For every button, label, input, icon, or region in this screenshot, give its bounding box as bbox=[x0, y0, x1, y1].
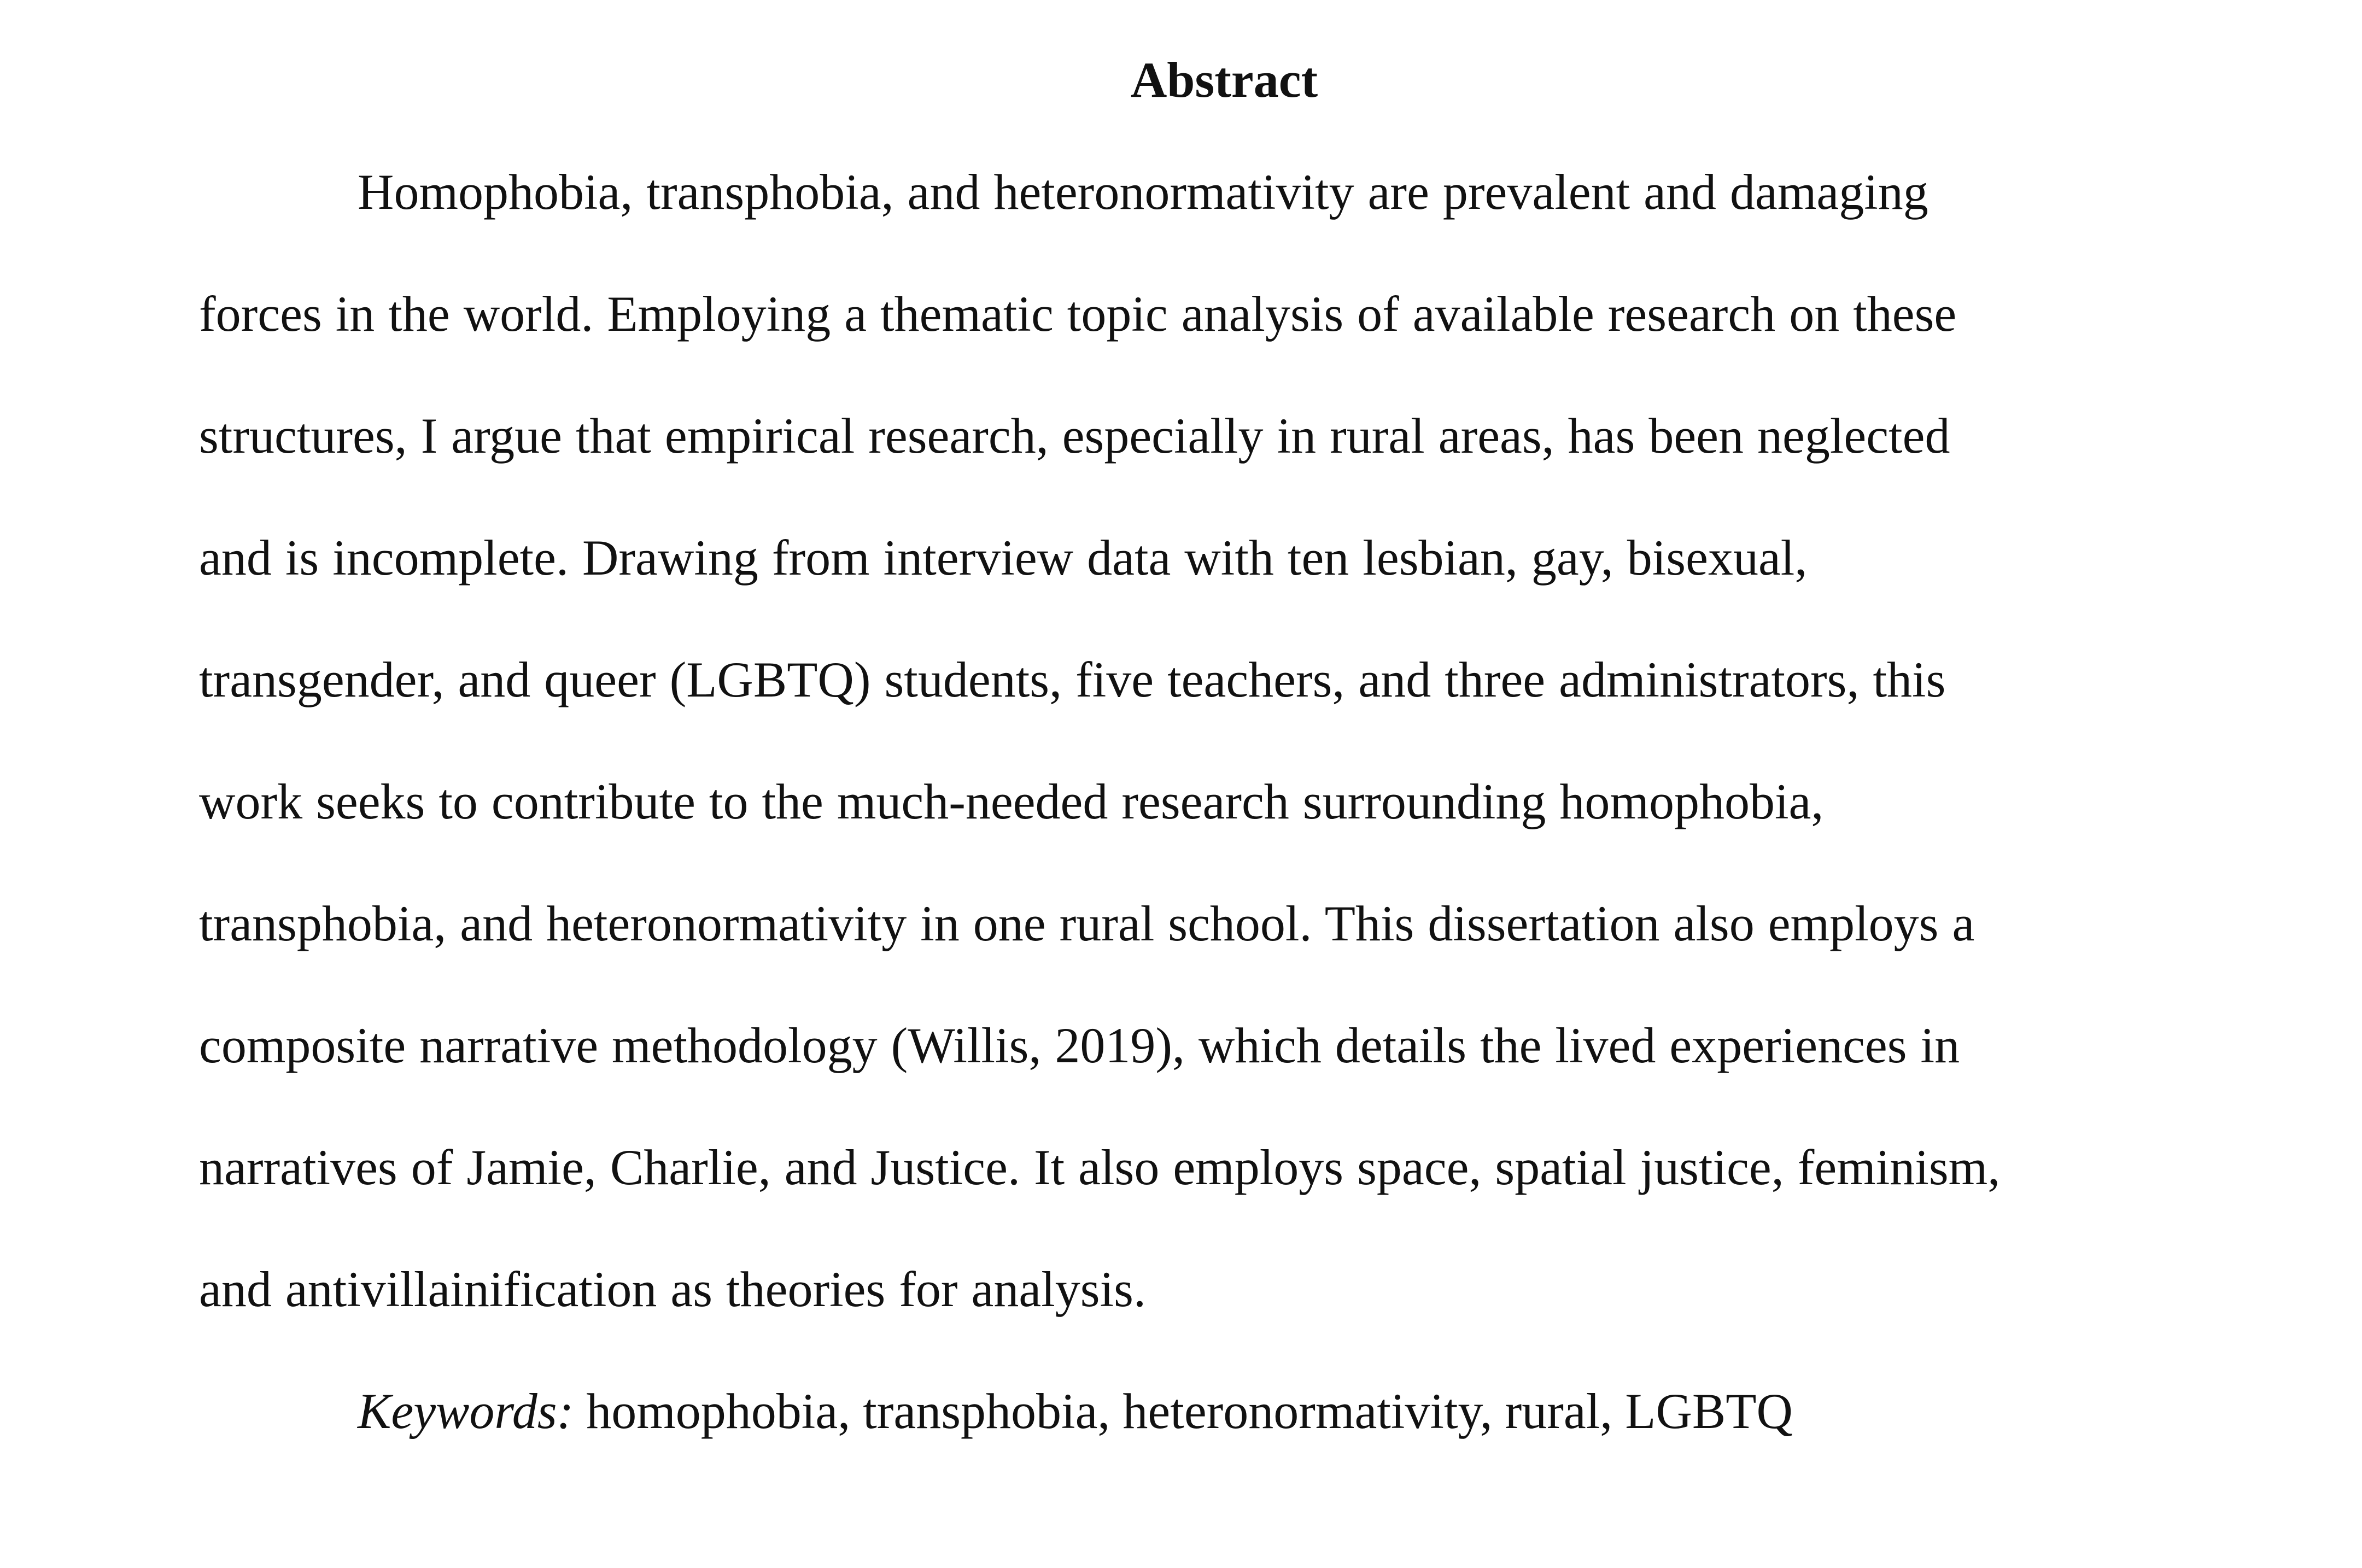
keywords-label: Keywords: bbox=[358, 1383, 574, 1439]
abstract-line-2: forces in the world. Employing a thematic topic analysis of available research on these bbox=[199, 286, 1957, 342]
abstract-body bbox=[199, 131, 2102, 1350]
document-page bbox=[199, 52, 2102, 1472]
abstract-line-8: composite narrative methodology (Willis, 2019), which details the lived experiences in bbox=[199, 1017, 1960, 1073]
abstract-line-6: work seeks to contribute to the much-needed research surrounding homophobia, bbox=[199, 774, 1824, 829]
keywords-line bbox=[199, 1350, 2102, 1472]
abstract-line-4: and is incomplete. Drawing from interview data with ten lesbian, gay, bisexual, bbox=[199, 530, 1808, 586]
abstract-line-9: narratives of Jamie, Charlie, and Justice. It also employs space, spatial justice, feminism, bbox=[199, 1139, 2001, 1195]
abstract-title: Abstract bbox=[1130, 52, 1318, 108]
abstract-line-3: structures, I argue that empirical research, especially in rural areas, has been neglected bbox=[199, 408, 1950, 464]
abstract-line-7: transphobia, and heteronormativity in one rural school. This dissertation also employs a bbox=[199, 896, 1975, 951]
abstract-line-5: transgender, and queer (LGBTQ) students, five teachers, and three administrators, this bbox=[199, 652, 1946, 707]
abstract-line-1: Homophobia, transphobia, and heteronormativity are prevalent and damaging bbox=[358, 164, 1928, 220]
abstract-line-10: and antivillainification as theories for analysis. bbox=[199, 1261, 1146, 1317]
keywords-text: homophobia, transphobia, heteronormativity, rural, LGBTQ bbox=[574, 1383, 1793, 1439]
